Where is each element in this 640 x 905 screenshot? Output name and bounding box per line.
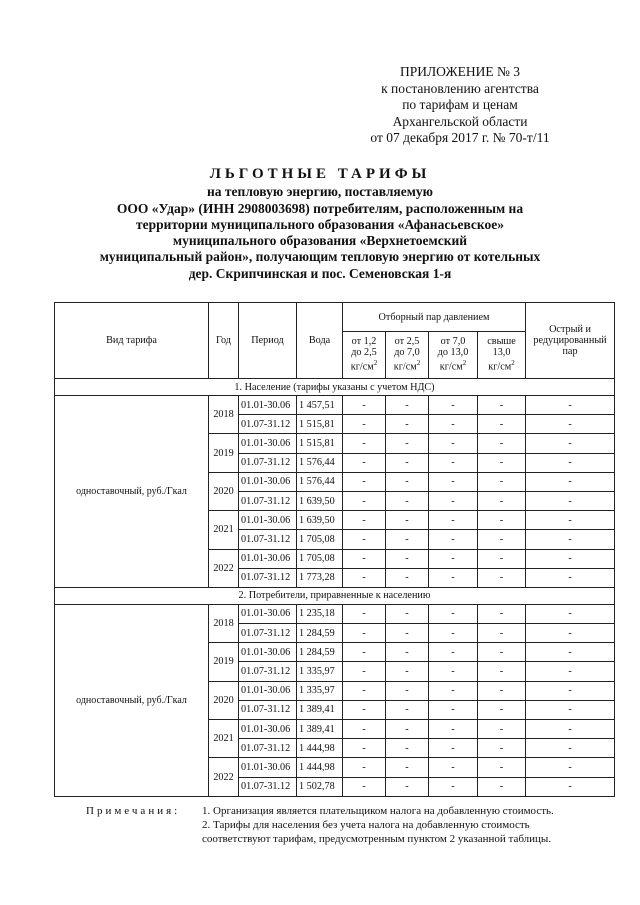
empty-value: - bbox=[478, 681, 526, 700]
appendix-line-3: по тарифам и ценам bbox=[402, 97, 518, 112]
water-tariff: 1 773,28 bbox=[297, 568, 343, 587]
header-steam-pressure bbox=[429, 332, 478, 379]
empty-value: - bbox=[526, 681, 615, 700]
period-cell: 01.01-30.06 bbox=[239, 511, 297, 530]
title-line-4: муниципального образования «Верхнетоемский bbox=[172, 233, 468, 249]
header-steam-pressure bbox=[386, 332, 429, 379]
empty-value: - bbox=[386, 681, 429, 700]
water-tariff: 1 705,08 bbox=[297, 530, 343, 549]
period-cell: 01.01-30.06 bbox=[239, 396, 297, 415]
empty-value: - bbox=[343, 396, 386, 415]
empty-value: - bbox=[478, 453, 526, 472]
empty-value: - bbox=[429, 453, 478, 472]
empty-value: - bbox=[386, 530, 429, 549]
empty-value: - bbox=[526, 568, 615, 587]
empty-value: - bbox=[343, 491, 386, 510]
empty-value: - bbox=[343, 739, 386, 758]
unit-exponent: 2 bbox=[511, 359, 515, 368]
section-row bbox=[55, 379, 615, 396]
empty-value: - bbox=[343, 453, 386, 472]
empty-value: - bbox=[343, 604, 386, 623]
empty-value: - bbox=[343, 434, 386, 453]
header-steam-range: до 2,5 bbox=[351, 346, 377, 358]
table-row bbox=[55, 396, 615, 415]
water-tariff: 1 705,08 bbox=[297, 549, 343, 568]
empty-value: - bbox=[386, 549, 429, 568]
water-tariff: 1 335,97 bbox=[297, 662, 343, 681]
empty-value: - bbox=[386, 453, 429, 472]
header-steam-unit bbox=[386, 358, 428, 373]
header-steam-range: 13,0 bbox=[492, 346, 511, 358]
year-cell: 2021 bbox=[209, 511, 239, 549]
title-line-3: территории муниципального образования «Афанасьевское» bbox=[136, 216, 504, 232]
water-tariff: 1 576,44 bbox=[297, 472, 343, 491]
period-cell: 01.07-31.12 bbox=[239, 568, 297, 587]
unit-exponent: 2 bbox=[416, 359, 421, 368]
header-steam-range: от 2,5 bbox=[394, 336, 420, 348]
appendix-date: от 07 декабря 2017 г. № 70-т/11 bbox=[370, 130, 550, 145]
water-tariff: 1 515,81 bbox=[297, 434, 343, 453]
empty-value: - bbox=[343, 549, 386, 568]
empty-value: - bbox=[386, 739, 429, 758]
year-cell: 2022 bbox=[209, 758, 239, 796]
header-steam-range: до 13,0 bbox=[437, 346, 469, 358]
empty-value: - bbox=[478, 396, 526, 415]
empty-value: - bbox=[526, 396, 615, 415]
empty-value: - bbox=[526, 604, 615, 623]
note-1: 1. Организация является плательщиком налога на добавленную стоимость. bbox=[202, 805, 554, 817]
empty-value: - bbox=[478, 624, 526, 643]
water-tariff: 1 457,51 bbox=[297, 396, 343, 415]
note-2-line-1: 2. Тарифы для населения без учета налога на добавленную стоимость bbox=[202, 819, 530, 831]
empty-value: - bbox=[429, 549, 478, 568]
empty-value: - bbox=[386, 662, 429, 681]
header-steam-pressure bbox=[478, 332, 526, 379]
empty-value: - bbox=[478, 434, 526, 453]
year-cell: 2020 bbox=[209, 472, 239, 510]
empty-value: - bbox=[386, 624, 429, 643]
empty-value: - bbox=[478, 568, 526, 587]
document-title bbox=[40, 166, 600, 282]
empty-value: - bbox=[526, 453, 615, 472]
empty-value: - bbox=[526, 739, 615, 758]
header-sharp-steam: Острый и редуцированный пар bbox=[526, 303, 615, 379]
empty-value: - bbox=[478, 415, 526, 434]
empty-value: - bbox=[386, 758, 429, 777]
empty-value: - bbox=[478, 662, 526, 681]
period-cell: 01.01-30.06 bbox=[239, 472, 297, 491]
header-steam-range: от 1,2 bbox=[351, 336, 377, 348]
notes-label: Примечания: bbox=[86, 805, 181, 817]
empty-value: - bbox=[343, 530, 386, 549]
tariff-table bbox=[54, 302, 615, 797]
water-tariff: 1 444,98 bbox=[297, 758, 343, 777]
empty-value: - bbox=[526, 530, 615, 549]
empty-value: - bbox=[478, 511, 526, 530]
unit-exponent: 2 bbox=[462, 359, 467, 368]
appendix-line-4: Архангельской области bbox=[392, 113, 528, 129]
year-cell: 2018 bbox=[209, 396, 239, 434]
empty-value: - bbox=[526, 624, 615, 643]
water-tariff: 1 284,59 bbox=[297, 643, 343, 662]
section-title: 1. Население (тарифы указаны с учетом НДС) bbox=[55, 379, 615, 396]
empty-value: - bbox=[343, 511, 386, 530]
empty-value: - bbox=[343, 624, 386, 643]
table-row bbox=[55, 604, 615, 623]
empty-value: - bbox=[429, 662, 478, 681]
unit-exponent: 2 bbox=[373, 359, 378, 368]
section-title: 2. Потребители, приравненные к населению bbox=[55, 587, 615, 604]
empty-value: - bbox=[429, 777, 478, 796]
water-tariff: 1 389,41 bbox=[297, 720, 343, 739]
empty-value: - bbox=[386, 777, 429, 796]
empty-value: - bbox=[429, 472, 478, 491]
unit-text: кг/см bbox=[350, 361, 374, 373]
water-tariff: 1 639,50 bbox=[297, 511, 343, 530]
empty-value: - bbox=[478, 700, 526, 719]
year-cell: 2020 bbox=[209, 681, 239, 719]
empty-value: - bbox=[429, 720, 478, 739]
empty-value: - bbox=[478, 549, 526, 568]
empty-value: - bbox=[343, 415, 386, 434]
empty-value: - bbox=[386, 568, 429, 587]
empty-value: - bbox=[343, 662, 386, 681]
section-row bbox=[55, 587, 615, 604]
empty-value: - bbox=[343, 681, 386, 700]
header-steam-unit bbox=[478, 358, 525, 373]
header-year: Год bbox=[209, 303, 239, 379]
empty-value: - bbox=[429, 434, 478, 453]
period-cell: 01.01-30.06 bbox=[239, 758, 297, 777]
title-main: ЛЬГОТНЫЕ ТАРИФЫ bbox=[209, 166, 431, 182]
empty-value: - bbox=[429, 491, 478, 510]
header-period: Период bbox=[239, 303, 297, 379]
empty-value: - bbox=[343, 777, 386, 796]
period-cell: 01.07-31.12 bbox=[239, 624, 297, 643]
period-cell: 01.07-31.12 bbox=[239, 530, 297, 549]
empty-value: - bbox=[386, 511, 429, 530]
empty-value: - bbox=[478, 758, 526, 777]
empty-value: - bbox=[526, 511, 615, 530]
empty-value: - bbox=[526, 700, 615, 719]
empty-value: - bbox=[429, 530, 478, 549]
empty-value: - bbox=[478, 530, 526, 549]
empty-value: - bbox=[526, 415, 615, 434]
water-tariff: 1 389,41 bbox=[297, 700, 343, 719]
header-steam-unit bbox=[429, 358, 477, 373]
appendix-number: ПРИЛОЖЕНИЕ № 3 bbox=[399, 64, 521, 79]
empty-value: - bbox=[478, 604, 526, 623]
empty-value: - bbox=[343, 720, 386, 739]
period-cell: 01.07-31.12 bbox=[239, 662, 297, 681]
empty-value: - bbox=[526, 549, 615, 568]
year-cell: 2022 bbox=[209, 549, 239, 587]
empty-value: - bbox=[343, 568, 386, 587]
water-tariff: 1 639,50 bbox=[297, 491, 343, 510]
empty-value: - bbox=[429, 700, 478, 719]
empty-value: - bbox=[386, 720, 429, 739]
tariff-type: одноставочный, руб./Гкал bbox=[55, 604, 209, 796]
period-cell: 01.07-31.12 bbox=[239, 453, 297, 472]
empty-value: - bbox=[429, 681, 478, 700]
title-line-5: муниципальный район», получающим тепловую энергию от котельных bbox=[99, 249, 541, 265]
empty-value: - bbox=[429, 415, 478, 434]
period-cell: 01.07-31.12 bbox=[239, 491, 297, 510]
empty-value: - bbox=[429, 568, 478, 587]
title-line-2: ООО «Удар» (ИНН 2908003698) потребителям, расположенным на bbox=[116, 200, 524, 216]
period-cell: 01.07-31.12 bbox=[239, 415, 297, 434]
appendix-line-2: к постановлению агентства bbox=[381, 80, 539, 96]
unit-text: кг/см bbox=[393, 361, 417, 373]
period-cell: 01.01-30.06 bbox=[239, 434, 297, 453]
water-tariff: 1 335,97 bbox=[297, 681, 343, 700]
year-cell: 2019 bbox=[209, 434, 239, 472]
water-tariff: 1 444,98 bbox=[297, 739, 343, 758]
empty-value: - bbox=[526, 720, 615, 739]
empty-value: - bbox=[526, 643, 615, 662]
empty-value: - bbox=[386, 415, 429, 434]
empty-value: - bbox=[526, 472, 615, 491]
period-cell: 01.01-30.06 bbox=[239, 604, 297, 623]
empty-value: - bbox=[386, 472, 429, 491]
empty-value: - bbox=[478, 643, 526, 662]
year-cell: 2018 bbox=[209, 604, 239, 642]
empty-value: - bbox=[478, 472, 526, 491]
unit-text: кг/см bbox=[439, 361, 463, 373]
note-2-line-2: соответствуют тарифам, предусмотренным пунктом 2 указанной таблицы. bbox=[202, 833, 552, 845]
empty-value: - bbox=[386, 434, 429, 453]
period-cell: 01.01-30.06 bbox=[239, 681, 297, 700]
period-cell: 01.07-31.12 bbox=[239, 700, 297, 719]
empty-value: - bbox=[478, 720, 526, 739]
unit-text: кг/см bbox=[488, 361, 512, 373]
empty-value: - bbox=[429, 758, 478, 777]
period-cell: 01.07-31.12 bbox=[239, 777, 297, 796]
period-cell: 01.01-30.06 bbox=[239, 720, 297, 739]
period-cell: 01.07-31.12 bbox=[239, 739, 297, 758]
water-tariff: 1 284,59 bbox=[297, 624, 343, 643]
empty-value: - bbox=[478, 777, 526, 796]
water-tariff: 1 576,44 bbox=[297, 453, 343, 472]
empty-value: - bbox=[343, 700, 386, 719]
header-steam-range: от 7,0 bbox=[440, 336, 466, 348]
empty-value: - bbox=[429, 511, 478, 530]
empty-value: - bbox=[343, 758, 386, 777]
header-steam-range: до 7,0 bbox=[394, 346, 420, 358]
year-cell: 2019 bbox=[209, 643, 239, 681]
header-steam-range: свыше bbox=[487, 336, 516, 348]
empty-value: - bbox=[429, 643, 478, 662]
header-water: Вода bbox=[297, 303, 343, 379]
empty-value: - bbox=[386, 643, 429, 662]
title-line-1: на тепловую энергию, поставляемую bbox=[207, 184, 433, 200]
empty-value: - bbox=[386, 700, 429, 719]
empty-value: - bbox=[386, 491, 429, 510]
empty-value: - bbox=[526, 758, 615, 777]
empty-value: - bbox=[526, 434, 615, 453]
year-cell: 2021 bbox=[209, 720, 239, 758]
water-tariff: 1 235,18 bbox=[297, 604, 343, 623]
period-cell: 01.01-30.06 bbox=[239, 643, 297, 662]
empty-value: - bbox=[386, 604, 429, 623]
header-steam-pressure bbox=[343, 332, 386, 379]
empty-value: - bbox=[526, 662, 615, 681]
title-line-6: дер. Скрипчинская и пос. Семеновская 1-я bbox=[188, 265, 452, 281]
empty-value: - bbox=[429, 604, 478, 623]
header-steam-group: Отборный пар давлением bbox=[343, 303, 526, 332]
empty-value: - bbox=[343, 472, 386, 491]
empty-value: - bbox=[526, 491, 615, 510]
header-steam-unit bbox=[343, 358, 385, 373]
water-tariff: 1 502,78 bbox=[297, 777, 343, 796]
empty-value: - bbox=[429, 624, 478, 643]
empty-value: - bbox=[386, 396, 429, 415]
empty-value: - bbox=[478, 739, 526, 758]
header-tariff-type: Вид тарифа bbox=[55, 303, 209, 379]
appendix-header bbox=[340, 64, 580, 147]
empty-value: - bbox=[429, 396, 478, 415]
period-cell: 01.01-30.06 bbox=[239, 549, 297, 568]
water-tariff: 1 515,81 bbox=[297, 415, 343, 434]
tariff-type: одноставочный, руб./Гкал bbox=[55, 396, 209, 588]
empty-value: - bbox=[343, 643, 386, 662]
empty-value: - bbox=[429, 739, 478, 758]
empty-value: - bbox=[526, 777, 615, 796]
empty-value: - bbox=[478, 491, 526, 510]
